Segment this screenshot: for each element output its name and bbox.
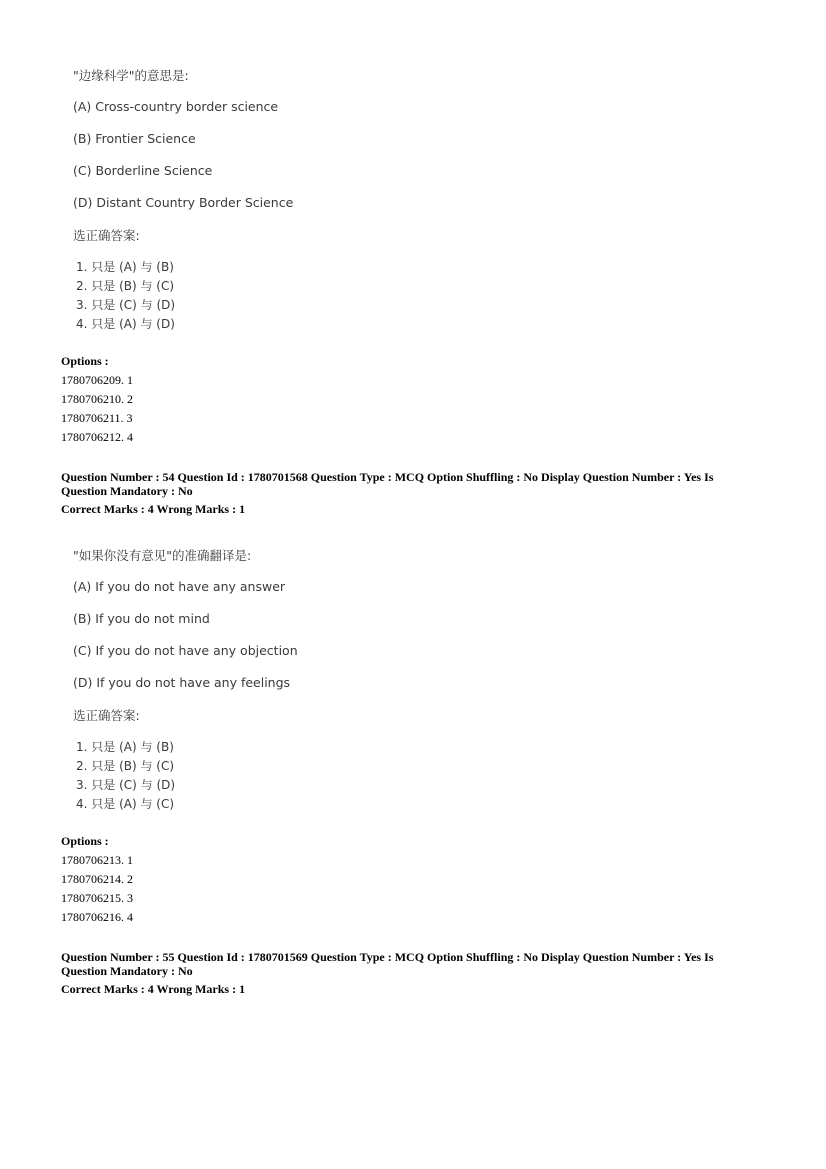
question-54-answer-3: 3. 只是 (C) 与 (D)	[76, 778, 176, 792]
question-54-meta-line2: Question Mandatory : No	[61, 484, 193, 498]
question-53-options-label: Options :	[61, 354, 109, 368]
question-54-marks: Correct Marks : 4 Wrong Marks : 1	[61, 502, 246, 516]
question-54-option-d: (D) If you do not have any feelings	[73, 675, 291, 690]
question-54-option-id-2: 1780706214. 2	[61, 872, 133, 886]
question-54-option-a: (A) If you do not have any answer	[73, 579, 286, 594]
question-54-answer-4: 4. 只是 (A) 与 (C)	[76, 797, 175, 811]
question-54-option-b: (B) If you do not mind	[73, 611, 210, 626]
question-53-choose-label: 选正确答案:	[73, 228, 140, 243]
question-54-answer-2: 2. 只是 (B) 与 (C)	[76, 759, 175, 773]
question-55-meta	[61, 950, 751, 996]
question-54-option-id-4: 1780706216. 4	[61, 910, 133, 924]
question-53-option-id-1: 1780706209. 1	[61, 373, 133, 387]
question-53-option-id-4: 1780706212. 4	[61, 430, 133, 444]
question-54-option-id-3: 1780706215. 3	[61, 891, 133, 905]
question-53-option-c: (C) Borderline Science	[73, 163, 213, 178]
question-53-answer-3: 3. 只是 (C) 与 (D)	[76, 298, 176, 312]
question-54-prompt: "如果你没有意见"的准确翻译是:	[73, 548, 252, 563]
question-53-option-b: (B) Frontier Science	[73, 131, 196, 146]
question-54-option-c: (C) If you do not have any objection	[73, 643, 298, 658]
question-53-answer-1: 1. 只是 (A) 与 (B)	[76, 260, 174, 274]
question-55-meta-line1: Question Number : 55 Question Id : 1780701569 Question Type : MCQ Option Shuffling : No Display Question Number : Yes Is	[61, 950, 714, 964]
question-53-answer-2: 2. 只是 (B) 与 (C)	[76, 279, 175, 293]
question-54-option-id-1: 1780706213. 1	[61, 853, 133, 867]
question-55-marks: Correct Marks : 4 Wrong Marks : 1	[61, 982, 246, 996]
question-54-choose-label: 选正确答案:	[73, 708, 140, 723]
question-55-meta-line2: Question Mandatory : No	[61, 964, 193, 978]
question-53-option-a: (A) Cross-country border science	[73, 99, 279, 114]
question-54-meta	[61, 470, 751, 516]
question-54-answer-1: 1. 只是 (A) 与 (B)	[76, 740, 174, 754]
question-53-answer-4: 4. 只是 (A) 与 (D)	[76, 317, 175, 331]
question-53-prompt: "边缘科学"的意思是:	[73, 68, 189, 83]
question-54-meta-line1: Question Number : 54 Question Id : 1780701568 Question Type : MCQ Option Shuffling : No Display Question Number : Yes Is	[61, 470, 714, 484]
question-53-option-id-3: 1780706211. 3	[61, 411, 133, 425]
question-53-option-id-2: 1780706210. 2	[61, 392, 133, 406]
question-53-option-d: (D) Distant Country Border Science	[73, 195, 294, 210]
question-54-options-label: Options :	[61, 834, 109, 848]
